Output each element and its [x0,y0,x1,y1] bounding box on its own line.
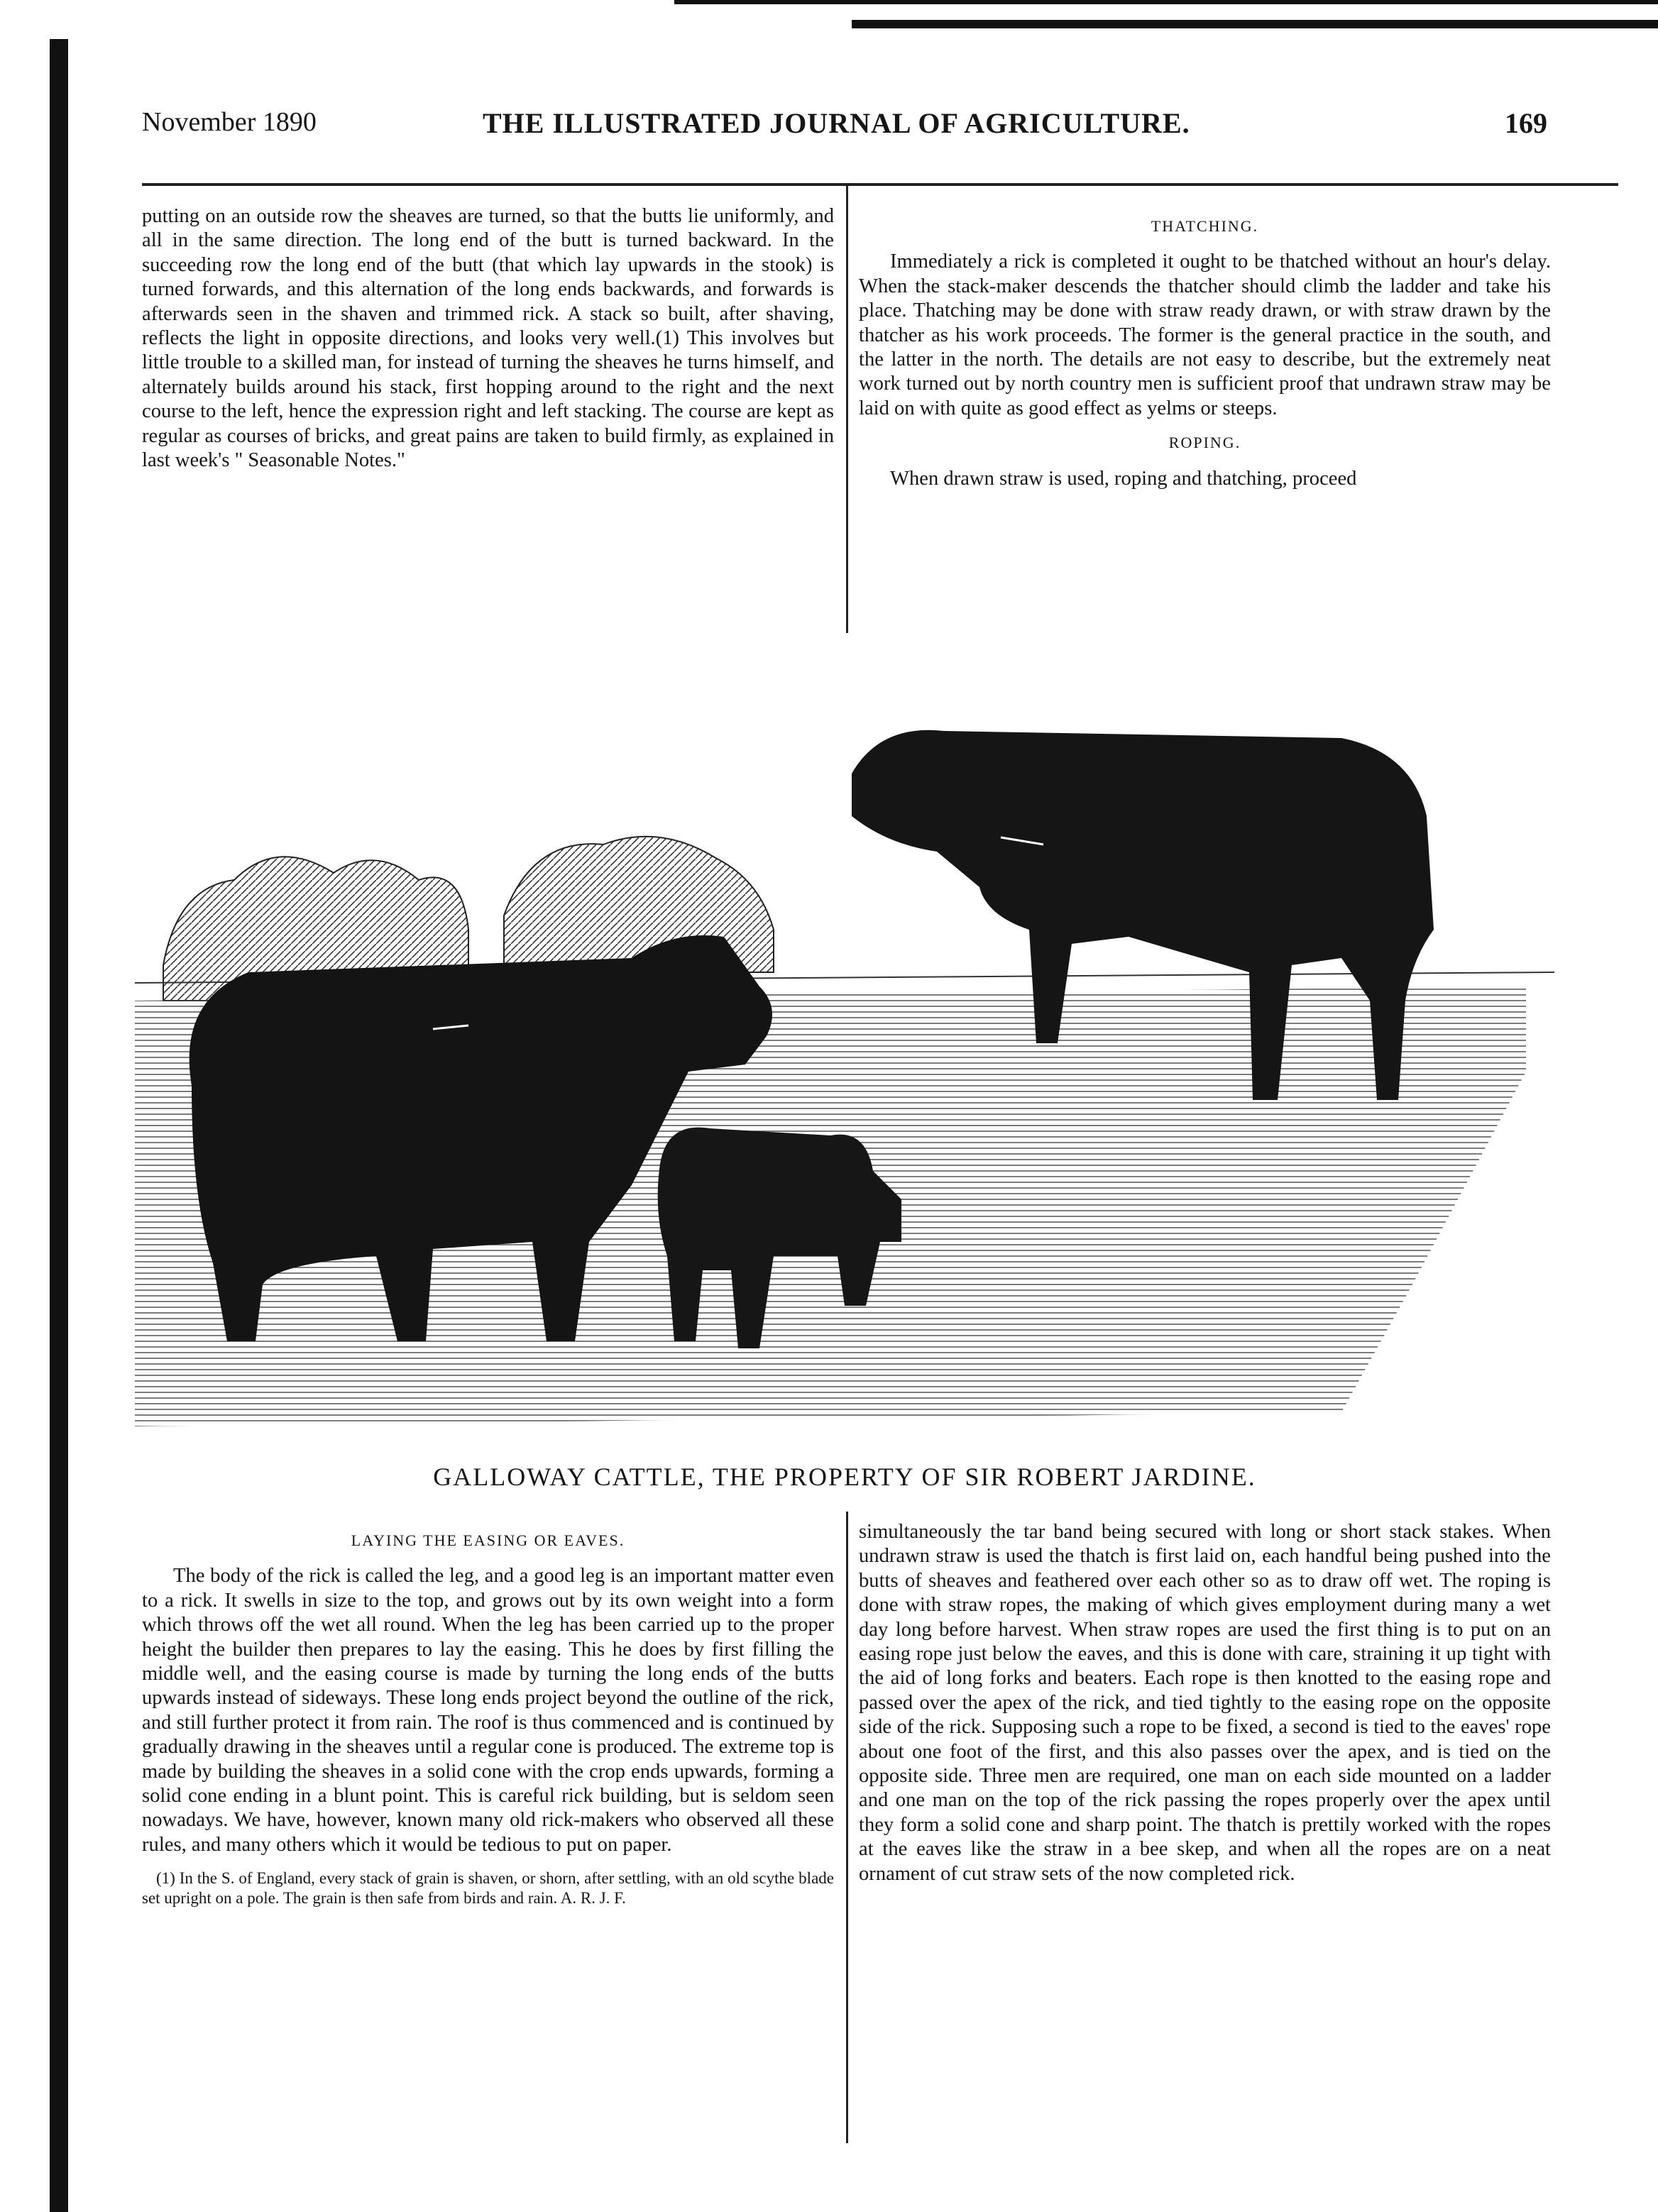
galloway-cattle-illustration [135,703,1597,1448]
section-heading-roping: ROPING. [1168,434,1241,452]
body-paragraph: simultaneously the tar band being secured with long or short stack stakes. When undrawn straw is used the thatch is first laid on, each handful being pushed into the butts of sheaves and feathered over each other so as to draw off wet. The roping is done with straw ropes, the making of which gives employment during many a wet day long before harvest. When straw ropes are used the first thing is to put on an easing rope just below the eaves, and this is done with care, straining it up tight with the aid of long forks and beaters. Each rope is then knotted to the easing rope and passed over the apex of the rick, and tied tightly to the easing rope on the opposite side of the rick. Supposing such a rope to be fixed, a second is tied to the eaves' rope about one foot of the first, and this also passes over the apex, and is tied on the opposite side. Three men are required, one man on each side mounted on a ladder and one man on the top of the rick passing the ropes properly over the apex until they form a solid cone and sharp point. The thatch is prettily worked with the ropes at the eaves like the straw in a bee skep, and when all the ropes are on a neat ornament of cut straw sets of the now completed rick. [859,1521,1551,1885]
scan-top-line [674,0,1658,4]
column-divider-top [846,186,848,633]
engraving-illustration [135,703,1597,1448]
section-heading-easing: LAYING THE EASING OR EAVES. [351,1531,625,1549]
column-top-left [142,204,834,473]
scan-top-line-2 [852,20,1658,28]
page-header [142,106,1547,149]
body-paragraph: When drawn straw is used, roping and thatching, proceed [890,467,1357,490]
page-number: 169 [1505,107,1547,139]
body-paragraph: The body of the rick is called the leg, and a good leg is an important matter even to a rick. It swells in size to the top, and grows out by its own weight into a form which throws off the wet all round. When the leg has been carried up to the proper height the builder then prepares to lay the easing. This he does by first filling the middle well, and the easing course is made by turning the long ends of the butts upwards instead of sideways. These long ends project beyond the outline of the rick, and still further protect it from rain. The roof is thus commenced and is continued by gradually drawing in the sheaves until a regular cone is produced. The extreme top is made by building the sheaves in a solid cone with the crop ends upwards, forming a solid cone ending in a blunt point. This is careful rick building, but is seldom seen nowadays. We have, however, known many old rick-makers who observed all these rules, and many others which it would be tedious to put on paper. [142,1565,834,1856]
column-bottom-left [142,1519,834,1908]
header-rule [142,183,1618,186]
body-paragraph: Immediately a rick is completed it ought to be thatched without an hour's delay. When the stack-maker descends the thatcher should climb the ladder and take his place. Thatching may be done with straw ready drawn, or with straw drawn by the thatcher as his work proceeds. The former is the general practice in the south, and the latter in the north. The details are not easy to describe, but the extremely neat work turned out by north country men is sufficient proof that undrawn straw may be laid on with quite as good effect as yelms or steeps. [859,251,1551,419]
issue-date: November 1890 [142,107,317,137]
scan-margin-bar [50,39,68,2212]
column-top-right [859,204,1551,491]
column-bottom-right [859,1520,1551,1886]
section-heading-thatching: THATCHING. [1151,217,1259,235]
column-divider-bottom [846,1512,848,2143]
footnote: (1) In the S. of England, every stack of grain is shaven, or shorn, after settling, with an old scythe blade set upright on a pole. The grain is then safe from birds and rain. A. R. J. F. [142,1869,834,1908]
journal-title: THE ILLUSTRATED JOURNAL OF AGRICULTURE. [483,107,1190,139]
body-paragraph: putting on an outside row the sheaves are turned, so that the butts lie uniformly, and all in the same direction. The long end of the butt is turned backward. In the succeeding row the long end of the butt (that which lay upwards in the stook) is turned forwards, and this alternation of the long ends backwards, and forwards is afterwards seen in the shaven and trimmed rick. A stack so built, after shaving, reflects the light in opposite directions, and looks very well.(1) This involves but little trouble to a skilled man, for instead of turning the sheaves he turns himself, and alternately builds around his stack, first hopping around to the right and the next course to the left, hence the expression right and left stacking. The course are kept as regular as courses of bricks, and great pains are taken to build firmly, as explained in last week's " Seasonable Notes." [142,205,834,472]
illustration-caption: GALLOWAY CATTLE, THE PROPERTY OF SIR ROBERT JARDINE. [433,1463,1256,1491]
